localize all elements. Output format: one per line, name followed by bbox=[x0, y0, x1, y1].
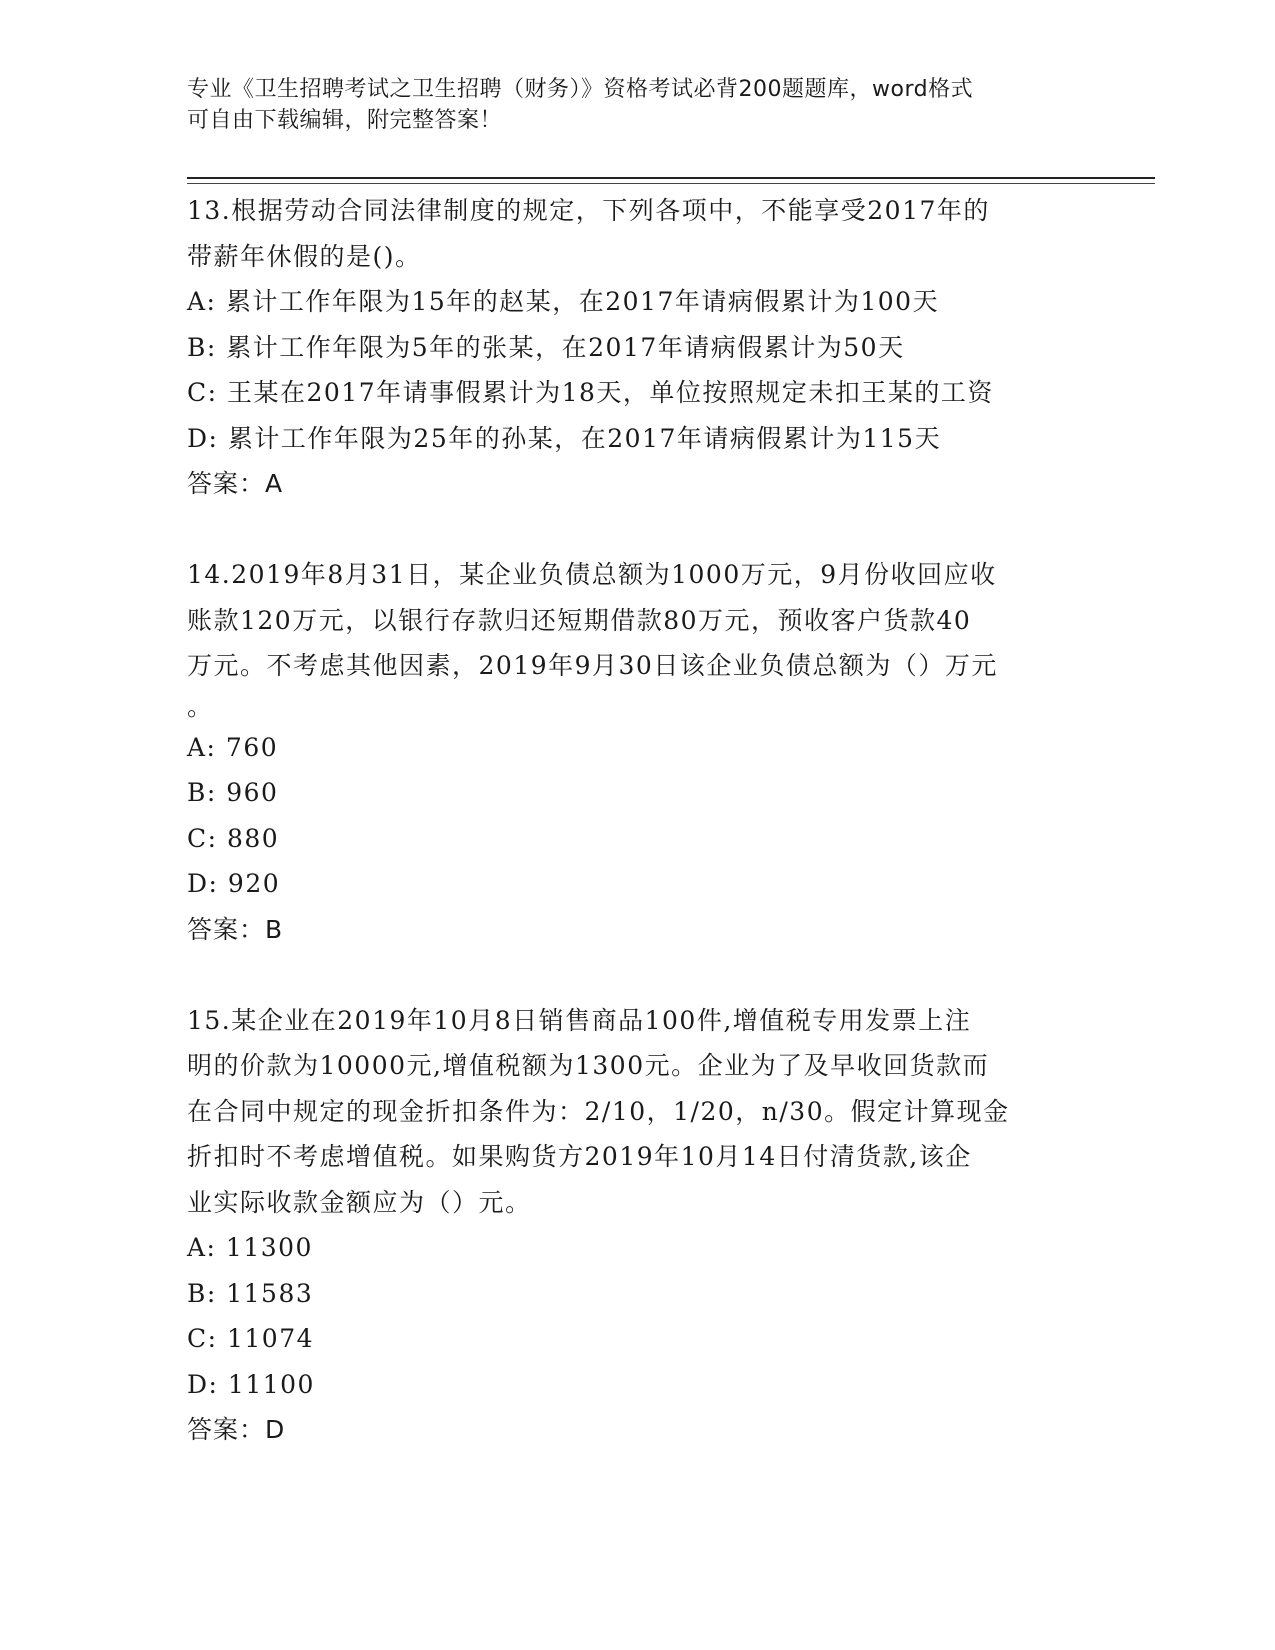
stem-line: 13.根据劳动合同法律制度的规定，下列各项中，不能享受2017年的 bbox=[187, 196, 990, 225]
answer-label: 答案：D bbox=[187, 1415, 286, 1444]
option-b: B: 11583 bbox=[187, 1278, 314, 1308]
option-d: D: 920 bbox=[187, 869, 281, 898]
question-spacer bbox=[187, 952, 1107, 998]
question-spacer bbox=[187, 507, 1107, 553]
question-stem bbox=[187, 998, 1107, 1226]
stem-line: 账款120万元，以银行存款归还短期借款80万元，预收客户货款40 bbox=[187, 605, 972, 635]
option-a: A: 760 bbox=[187, 732, 279, 762]
option-a: A: 11300 bbox=[187, 1233, 313, 1262]
stem-line: 折扣时不考虑增值税。如果购货方2019年10月14日付清货款,该企 bbox=[187, 1142, 972, 1171]
stem-line: 明的价款为10000元,增值税额为1300元。企业为了及早收回货款而 bbox=[187, 1051, 990, 1080]
option-d: D: 累计工作年限为25年的孙某，在2017年请病假累计为115天 bbox=[187, 423, 942, 453]
option-c: C: 880 bbox=[187, 823, 280, 853]
stem-line: 。 bbox=[187, 691, 214, 721]
option-b: B: 累计工作年限为5年的张某，在2017年请病假累计为50天 bbox=[187, 332, 905, 362]
question-13 bbox=[187, 188, 1107, 507]
option-a: A: 累计工作年限为15年的赵某，在2017年请病假累计为100天 bbox=[187, 287, 940, 316]
option-c: C: 王某在2017年请事假累计为18天，单位按照规定未扣王某的工资 bbox=[187, 378, 994, 407]
question-stem bbox=[187, 188, 1107, 279]
option-d: D: 11100 bbox=[187, 1369, 315, 1399]
stem-line: 带薪年休假的是()。 bbox=[187, 241, 422, 271]
question-15 bbox=[187, 998, 1107, 1453]
stem-line: 万元。不考虑其他因素，2019年9月30日该企业负债总额为（）万元 bbox=[187, 651, 998, 680]
option-b: B: 960 bbox=[187, 778, 279, 807]
option-c: C: 11074 bbox=[187, 1324, 315, 1353]
question-14 bbox=[187, 552, 1107, 952]
question-list bbox=[187, 188, 1107, 1453]
header-divider-thick bbox=[187, 177, 1155, 179]
answer-label: 答案：A bbox=[187, 469, 284, 498]
stem-line: 15.某企业在2019年10月8日销售商品100件,增值税专用发票上注 bbox=[187, 1005, 972, 1035]
stem-line: 业实际收款金额应为（）元。 bbox=[187, 1187, 532, 1217]
answer-label: 答案：B bbox=[187, 914, 284, 944]
header-title-line-1: 专业《卫生招聘考试之卫生招聘（财务）》资格考试必背200题题库，word格式 bbox=[187, 77, 974, 102]
question-stem bbox=[187, 552, 1107, 725]
document-header bbox=[187, 74, 1087, 136]
header-divider-thin bbox=[187, 183, 1155, 184]
header-title-line-2: 可自由下载编辑，附完整答案！ bbox=[187, 108, 503, 133]
stem-line: 在合同中规定的现金折扣条件为：2/10，1/20，n/30。假定计算现金 bbox=[187, 1096, 1010, 1126]
stem-line: 14.2019年8月31日，某企业负债总额为1000万元，9月份收回应收 bbox=[187, 560, 997, 589]
